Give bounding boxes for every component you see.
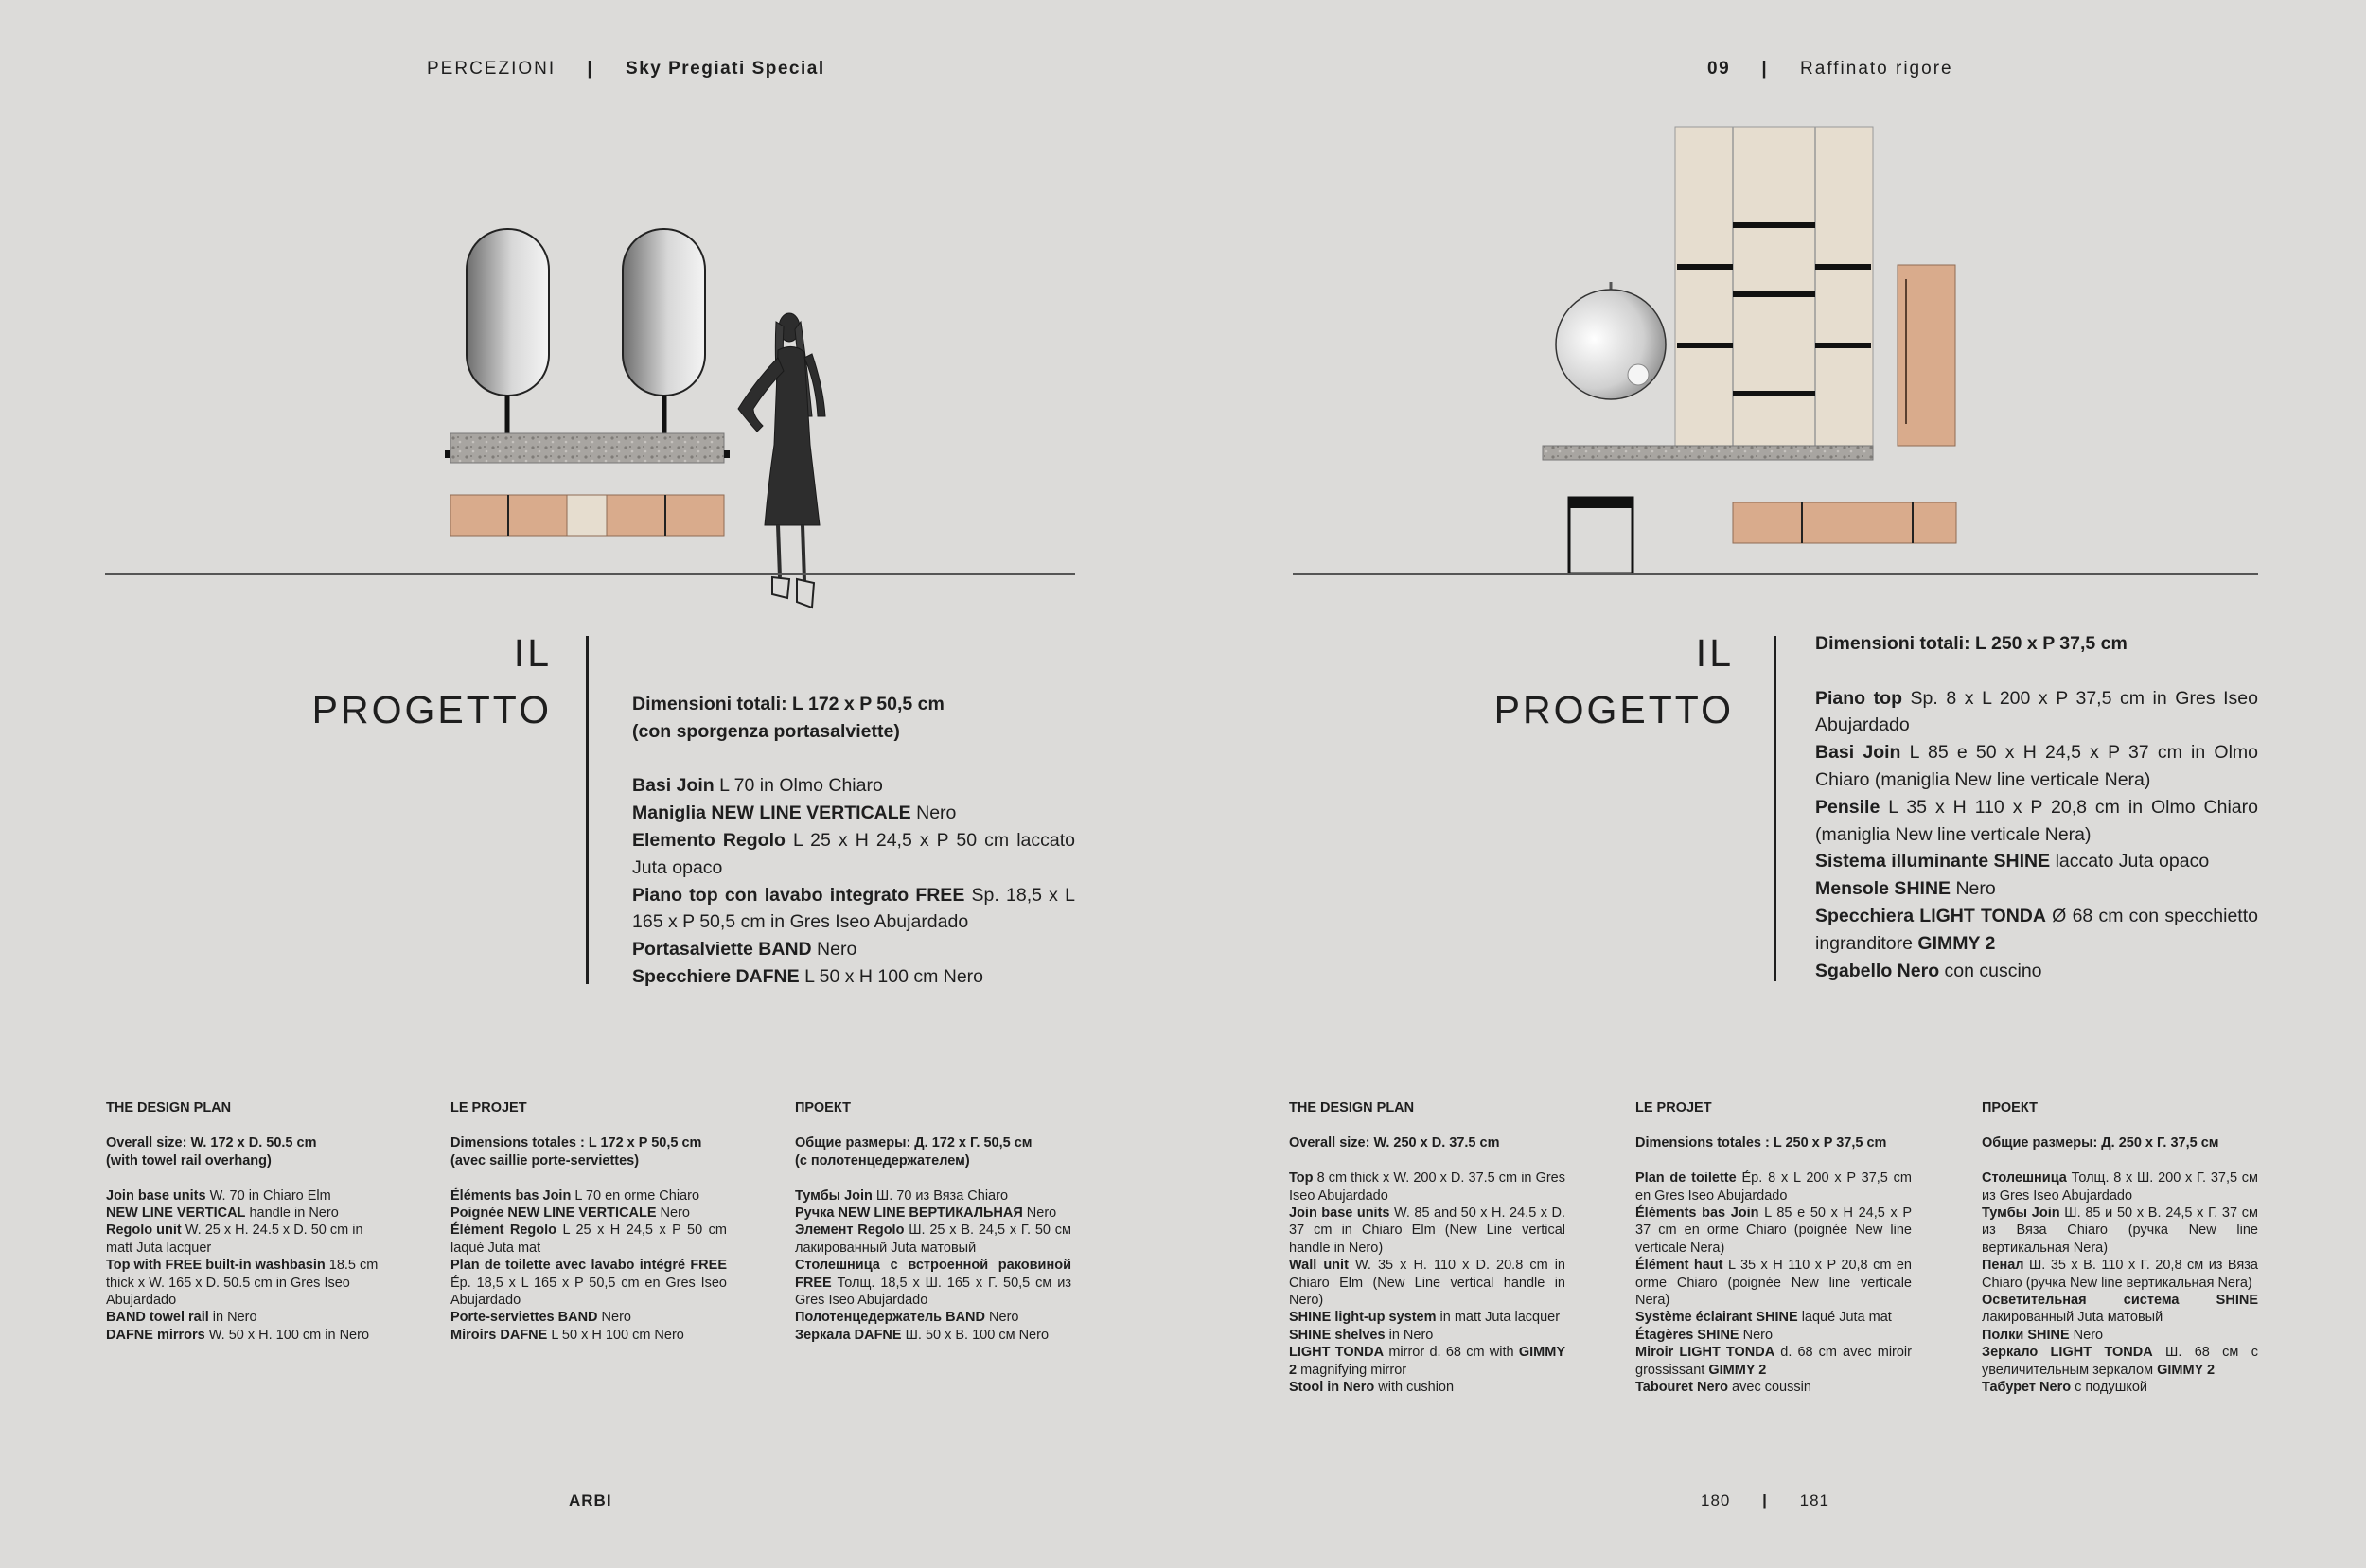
spec-item-detail: Nero xyxy=(910,802,957,824)
dafne-mirror-left xyxy=(467,229,549,435)
spec-item-detail: Ø 68 cm con specchietto ingranditore xyxy=(1815,905,2258,954)
column-heading: ПРОЕКТ xyxy=(1982,1101,2038,1116)
spec-line xyxy=(1289,1379,1565,1396)
spec-line xyxy=(1815,739,2258,794)
spec-item-name: Зеркала DAFNE xyxy=(795,1327,902,1343)
spacer xyxy=(1982,1153,2258,1170)
spec-line xyxy=(795,1222,1071,1257)
project-title-left xyxy=(265,625,552,738)
spec-item-detail: Nero xyxy=(1951,878,1996,900)
spec-item-name: Элемент Regolo xyxy=(795,1223,905,1239)
spec-line xyxy=(795,1153,1071,1170)
column-heading: LE PROJET xyxy=(1635,1101,1712,1116)
spec-line xyxy=(106,1135,382,1152)
base-units-right xyxy=(1733,502,1956,543)
spec-item-detail: 18.5 cm thick x W. 165 x D. 50.5 cm in Gres Iseo Abujardado xyxy=(106,1258,379,1309)
page-number-left: 180 xyxy=(1701,1491,1731,1509)
spec-item-name: Полки SHINE xyxy=(1982,1327,2070,1343)
spec-line xyxy=(450,1222,727,1257)
spec-item-name: Top xyxy=(1289,1171,1314,1187)
spec-line xyxy=(1815,630,2258,658)
spec-item-name: Пенал xyxy=(1982,1258,2024,1274)
spec-line xyxy=(1982,1205,2258,1257)
column-fr-right xyxy=(1635,1100,1912,1396)
spec-item-name: Système éclairant SHINE xyxy=(1635,1310,1798,1326)
column-en-left xyxy=(106,1100,382,1344)
spec-item-name: Piano top con lavabo integrato FREE xyxy=(632,884,965,906)
spec-item-name: Табурет Nero xyxy=(1982,1380,2072,1396)
spec-line xyxy=(1815,685,2258,740)
spec-line xyxy=(795,1327,1071,1344)
spec-item-name: Tabouret Nero xyxy=(1635,1380,1729,1396)
spec-item-detail: Nero xyxy=(1022,1206,1057,1222)
title-line-1: IL xyxy=(1695,631,1734,675)
light-tonda-mirror xyxy=(1556,282,1666,399)
title-line-2: PROGETTO xyxy=(311,688,552,731)
spec-line xyxy=(1815,958,2258,985)
header-separator-right: | xyxy=(1761,59,1769,79)
spec-item-detail: L 85 e 50 x H 24,5 x P 37 cm en orme Chiaro (poignée New line verticale Nera) xyxy=(1635,1206,1912,1256)
spec-line xyxy=(632,772,1075,800)
spec-item-name: Тумбы Join xyxy=(1982,1206,2060,1222)
spec-item-name: Poignée NEW LINE VERTICALE xyxy=(450,1206,657,1222)
spec-line xyxy=(450,1188,727,1205)
spacer xyxy=(1635,1153,1912,1170)
spec-item-detail: magnifying mirror xyxy=(1297,1362,1407,1378)
spec-item-name: (с полотенцедержателем) xyxy=(795,1153,970,1169)
spec-item-detail: Ш. 85 и 50 x В. 24,5 x Г. 37 см из Вяза Chiaro (ручка New line вертикальная Nera) xyxy=(1982,1206,2258,1256)
title-divider-right xyxy=(1774,636,1776,981)
spec-item-name: Join base units xyxy=(1289,1206,1390,1222)
stool xyxy=(1569,498,1633,573)
spec-item-name: Общие размеры: Д. 172 x Г. 50,5 см xyxy=(795,1136,1033,1152)
spec-item-detail: in Nero xyxy=(1385,1327,1434,1343)
spec-item-name: Porte-serviettes BAND xyxy=(450,1310,598,1326)
spec-line xyxy=(1289,1327,1565,1344)
spec-item-name: Portasalviette BAND xyxy=(632,939,812,960)
page-numbers-footer xyxy=(1701,1491,1829,1510)
spec-item-name: Тумбы Join xyxy=(795,1188,873,1204)
spec-item-detail: Nero xyxy=(656,1206,690,1222)
brand-footer: ARBI xyxy=(569,1491,612,1509)
chapter-number: 09 xyxy=(1707,59,1731,79)
spec-line xyxy=(632,800,1075,827)
section-name: PERCEZIONI xyxy=(427,59,556,79)
project-description-left xyxy=(632,691,1075,991)
spec-item-detail: con cuscino xyxy=(1939,960,2042,981)
title-line-2: PROGETTO xyxy=(1493,688,1734,731)
spec-item-detail: W. 25 x H. 24.5 x D. 50 cm in matt Juta lacquer xyxy=(106,1223,363,1256)
spec-item-name: BAND towel rail xyxy=(106,1310,209,1326)
column-ru-right xyxy=(1982,1100,2258,1396)
wall-unit-pensile xyxy=(1898,265,1955,446)
spec-item-detail: Ép. 18,5 x L 165 x P 50,5 cm en Gres Iseo Abujardado xyxy=(450,1275,727,1309)
spec-line xyxy=(450,1257,727,1309)
spec-item-name: Stool in Nero xyxy=(1289,1380,1375,1396)
spec-item-name: Specchiera LIGHT TONDA xyxy=(1815,905,2046,926)
spec-item-name: GIMMY 2 xyxy=(2157,1362,2216,1378)
spec-item-detail: Nero xyxy=(1739,1327,1774,1343)
spec-line xyxy=(1635,1205,1912,1257)
spec-item-detail: W. 35 x H. 110 x D. 20.8 cm in Chiaro Elm (New Line vertical handle in Nero) xyxy=(1289,1258,1565,1309)
spec-item-name: Basi Join xyxy=(632,775,715,797)
spec-line xyxy=(1982,1135,2258,1152)
spec-item-name: Mensole SHINE xyxy=(1815,878,1951,900)
spec-item-name: Éléments bas Join xyxy=(450,1188,572,1204)
spec-item-name: Basi Join xyxy=(1815,742,1901,764)
spec-item-detail: L 25 x H 24,5 x P 50 cm laccato Juta opaco xyxy=(632,829,1075,878)
spec-item-name: Plan de toilette avec lavabo intégré FREE xyxy=(450,1258,727,1274)
spec-item-name: Overall size: W. 172 x D. 50.5 cm xyxy=(106,1136,317,1152)
spec-line xyxy=(1289,1205,1565,1257)
spec-item-name: (con sporgenza portasalviette) xyxy=(632,720,900,742)
spec-item-detail: с подушкой xyxy=(2071,1380,2148,1396)
spec-item-detail: in Nero xyxy=(208,1310,257,1326)
header-separator: | xyxy=(587,59,594,79)
spec-item-detail: Ш. 35 x В. 110 x Г. 20,8 см из Вяза Chiaro (ручка New line вертикальная Nera) xyxy=(1982,1258,2258,1291)
column-fr-left xyxy=(450,1100,727,1344)
spec-line xyxy=(1635,1135,1912,1152)
spec-item-detail: L 25 x H 24,5 x P 50 cm laqué Juta mat xyxy=(450,1223,727,1256)
spec-item-name: Осветительная система SHINE xyxy=(1982,1293,2258,1309)
spacer xyxy=(632,746,1075,773)
spec-item-name: NEW LINE VERTICAL xyxy=(106,1206,246,1222)
spec-line xyxy=(450,1135,727,1152)
spec-item-name: (with towel rail overhang) xyxy=(106,1153,272,1169)
spec-item-detail: Sp. 8 x L 200 x P 37,5 cm in Gres Iseo Abujardado xyxy=(1815,687,2258,736)
spec-item-name: GIMMY 2 xyxy=(1917,932,1996,954)
title-line-1: IL xyxy=(513,631,552,675)
spec-line xyxy=(1635,1257,1912,1309)
spacer xyxy=(1289,1153,1565,1170)
spec-line xyxy=(1982,1327,2258,1344)
series-name: Sky Pregiati Special xyxy=(626,59,825,79)
spec-item-detail: L 35 x H 110 x P 20,8 cm in Olmo Chiaro (maniglia New line verticale Nera) xyxy=(1815,796,2258,845)
spec-line xyxy=(1635,1379,1912,1396)
spec-line xyxy=(450,1309,727,1326)
spec-item-detail: d. 68 cm avec miroir grossissant xyxy=(1635,1345,1912,1378)
spec-line xyxy=(1815,794,2258,849)
spec-item-name: Dimensioni totali: L 250 x P 37,5 cm xyxy=(1815,633,2128,654)
column-heading: ПРОЕКТ xyxy=(795,1101,851,1116)
spec-line xyxy=(1982,1379,2258,1396)
spec-item-detail: 8 cm thick x W. 200 x D. 37.5 cm in Gres Iseo Abujardado xyxy=(1289,1171,1565,1204)
spec-line xyxy=(632,936,1075,963)
spec-item-name: SHINE shelves xyxy=(1289,1327,1386,1343)
spec-line xyxy=(450,1327,727,1344)
project-description-right xyxy=(1815,630,2258,984)
spec-line xyxy=(106,1327,382,1344)
spec-line xyxy=(106,1309,382,1326)
column-heading: LE PROJET xyxy=(450,1101,527,1116)
spec-line xyxy=(1635,1327,1912,1344)
page-number-right: 181 xyxy=(1799,1491,1829,1509)
column-heading: THE DESIGN PLAN xyxy=(106,1101,232,1116)
spec-item-detail: mirror d. 68 cm with xyxy=(1384,1345,1519,1361)
spec-line xyxy=(1982,1292,2258,1327)
spec-item-detail: handle in Nero xyxy=(245,1206,339,1222)
spec-line xyxy=(106,1205,382,1222)
spec-item-name: Dimensions totales : L 250 x P 37,5 cm xyxy=(1635,1136,1887,1152)
spec-item-name: Maniglia NEW LINE VERTICALE xyxy=(632,802,911,824)
spec-item-detail: Толщ. 18,5 x Ш. 165 x Г. 50,5 см из Gres Iseo Abujardado xyxy=(795,1275,1071,1309)
spec-item-detail: L 85 e 50 x H 24,5 x P 37 cm in Olmo Chiaro (maniglia New line verticale Nera) xyxy=(1815,742,2258,790)
spec-item-name: (avec saillie porte-serviettes) xyxy=(450,1153,640,1169)
spec-item-name: Wall unit xyxy=(1289,1258,1349,1274)
spec-line xyxy=(1289,1309,1565,1326)
spec-item-detail: Nero xyxy=(597,1310,631,1326)
spec-item-detail: L 70 in Olmo Chiaro xyxy=(714,775,883,797)
spec-line xyxy=(1635,1309,1912,1326)
towel-rail-right xyxy=(724,450,730,458)
spec-line xyxy=(1815,903,2258,958)
spec-item-name: Зеркало LIGHT TONDA xyxy=(1982,1345,2153,1361)
spec-item-name: GIMMY 2 xyxy=(1289,1345,1566,1378)
tall-cabinet-system xyxy=(1675,127,1873,446)
spec-line xyxy=(1982,1257,2258,1292)
spec-item-detail: Ш. 68 см с увеличительным зеркалом xyxy=(1982,1345,2258,1378)
spec-item-name: Miroir LIGHT TONDA xyxy=(1635,1345,1775,1361)
spec-item-detail: L 35 x H 110 x P 20,8 cm en orme Chiaro (poignée New line verticale Nera) xyxy=(1635,1258,1912,1309)
spec-item-detail: laccato Juta opaco xyxy=(2050,851,2210,872)
spec-line xyxy=(632,827,1075,882)
spec-item-name: Élément Regolo xyxy=(450,1223,557,1239)
spec-item-detail: Sp. 18,5 x L 165 x P 50,5 cm in Gres Iseo Abujardado xyxy=(632,884,1075,933)
spec-item-name: DAFNE mirrors xyxy=(106,1327,205,1343)
spec-item-name: Dimensioni totali: L 172 x P 50,5 cm xyxy=(632,694,945,714)
spacer xyxy=(795,1170,1071,1187)
spec-item-detail: with cushion xyxy=(1374,1380,1455,1396)
towel-rail-left xyxy=(445,450,450,458)
dafne-mirror-right xyxy=(623,229,705,435)
spec-line xyxy=(1815,875,2258,903)
washbasin-top xyxy=(450,433,724,463)
spec-item-detail: лакированный Juta матовый xyxy=(1982,1310,2163,1326)
spec-item-name: Miroirs DAFNE xyxy=(450,1327,548,1343)
spec-line xyxy=(1289,1135,1565,1152)
spec-line xyxy=(106,1222,382,1257)
spec-item-name: GIMMY 2 xyxy=(1708,1362,1767,1378)
spec-item-name: Полотенцедержатель BAND xyxy=(795,1310,985,1326)
spec-item-name: Столешница с встроенной раковиной FREE xyxy=(795,1258,1071,1291)
spec-item-name: Regolo unit xyxy=(106,1223,182,1239)
column-ru-left xyxy=(795,1100,1071,1344)
spec-item-detail: L 50 x H 100 cm Nero xyxy=(799,965,984,987)
spec-line xyxy=(450,1153,727,1170)
spec-item-name: Sistema illuminante SHINE xyxy=(1815,851,2051,872)
spec-line xyxy=(1982,1344,2258,1379)
spec-item-name: Plan de toilette xyxy=(1635,1171,1737,1187)
spec-line xyxy=(795,1188,1071,1205)
spec-item-name: Общие размеры: Д. 250 x Г. 37,5 см xyxy=(1982,1136,2219,1152)
spec-item-name: LIGHT TONDA xyxy=(1289,1345,1385,1361)
spec-item-detail: laqué Juta mat xyxy=(1797,1310,1892,1326)
spacer xyxy=(106,1170,382,1187)
spec-line xyxy=(1289,1344,1565,1379)
chapter-title: Raffinato rigore xyxy=(1800,59,1953,79)
spec-item-name: Top with FREE built-in washbasin xyxy=(106,1258,326,1274)
spec-item-detail: Nero xyxy=(985,1310,1019,1326)
spec-line xyxy=(795,1135,1071,1152)
spec-item-name: Pensile xyxy=(1815,796,1880,818)
title-divider-left xyxy=(586,636,589,984)
spec-item-detail: Ш. 25 x В. 24,5 x Г. 50 см лакированный Juta матовый xyxy=(795,1223,1071,1256)
spec-line xyxy=(795,1205,1071,1222)
spec-item-name: Dimensions totales : L 172 x P 50,5 cm xyxy=(450,1136,702,1152)
spec-item-detail: Nero xyxy=(811,939,857,960)
spec-item-detail: W. 70 in Chiaro Elm xyxy=(205,1188,331,1204)
spec-line xyxy=(1635,1170,1912,1205)
spec-line xyxy=(632,691,1075,718)
spec-line xyxy=(632,882,1075,937)
spec-item-name: Piano top xyxy=(1815,687,1902,709)
spacer xyxy=(450,1170,727,1187)
spec-line xyxy=(106,1188,382,1205)
spec-line xyxy=(450,1205,727,1222)
spec-item-name: Join base units xyxy=(106,1188,206,1204)
spec-item-detail: L 70 en orme Chiaro xyxy=(571,1188,700,1204)
spec-item-detail: L 50 x H 100 cm Nero xyxy=(547,1327,684,1343)
spec-line xyxy=(1635,1344,1912,1379)
spec-line xyxy=(795,1309,1071,1326)
spec-item-name: SHINE light-up system xyxy=(1289,1310,1437,1326)
spec-line xyxy=(1815,848,2258,875)
spec-item-name: Éléments bas Join xyxy=(1635,1206,1759,1222)
spec-line xyxy=(795,1257,1071,1309)
spec-item-name: Élément haut xyxy=(1635,1258,1723,1274)
spacer xyxy=(1815,658,2258,685)
spec-item-name: Étagères SHINE xyxy=(1635,1327,1739,1343)
spec-item-name: Столешница xyxy=(1982,1171,2067,1187)
spec-line xyxy=(106,1257,382,1309)
spec-line xyxy=(632,963,1075,991)
spec-line xyxy=(632,718,1075,746)
spec-line xyxy=(106,1153,382,1170)
spec-item-detail: W. 85 and 50 x H. 24.5 x D. 37 cm in Chiaro Elm (New Line vertical handle in Nero) xyxy=(1289,1206,1565,1256)
base-units-left xyxy=(450,495,724,536)
project-title-right xyxy=(1448,625,1734,738)
woman-figure xyxy=(738,313,825,608)
spec-line xyxy=(1289,1257,1565,1309)
spec-line xyxy=(1982,1170,2258,1205)
spec-item-detail: Nero xyxy=(2069,1327,2104,1343)
column-heading: THE DESIGN PLAN xyxy=(1289,1101,1415,1116)
spec-item-name: Elemento Regolo xyxy=(632,829,786,851)
spec-item-name: Overall size: W. 250 x D. 37.5 cm xyxy=(1289,1136,1500,1152)
spec-item-name: Sgabello Nero xyxy=(1815,960,1940,981)
stone-top xyxy=(1543,446,1873,460)
spec-item-detail: Ш. 50 x В. 100 см Nero xyxy=(901,1327,1050,1343)
spec-item-name: Specchiere DAFNE xyxy=(632,965,800,987)
spec-item-detail: Ép. 8 x L 200 x P 37,5 cm en Gres Iseo Abujardado xyxy=(1635,1171,1912,1204)
spec-item-detail: avec coussin xyxy=(1728,1380,1811,1396)
column-en-right xyxy=(1289,1100,1565,1396)
spec-line xyxy=(1289,1170,1565,1205)
footer-separator: | xyxy=(1762,1491,1768,1509)
spec-item-detail: Ш. 70 из Вяза Chiaro xyxy=(872,1188,1009,1204)
spec-item-detail: Толщ. 8 x Ш. 200 x Г. 37,5 см из Gres Iseo Abujardado xyxy=(1982,1171,2258,1204)
spec-item-name: Ручка NEW LINE ВЕРТИКАЛЬНАЯ xyxy=(795,1206,1023,1222)
spec-item-detail: W. 50 x H. 100 cm in Nero xyxy=(204,1327,370,1343)
spec-item-detail: in matt Juta lacquer xyxy=(1436,1310,1561,1326)
